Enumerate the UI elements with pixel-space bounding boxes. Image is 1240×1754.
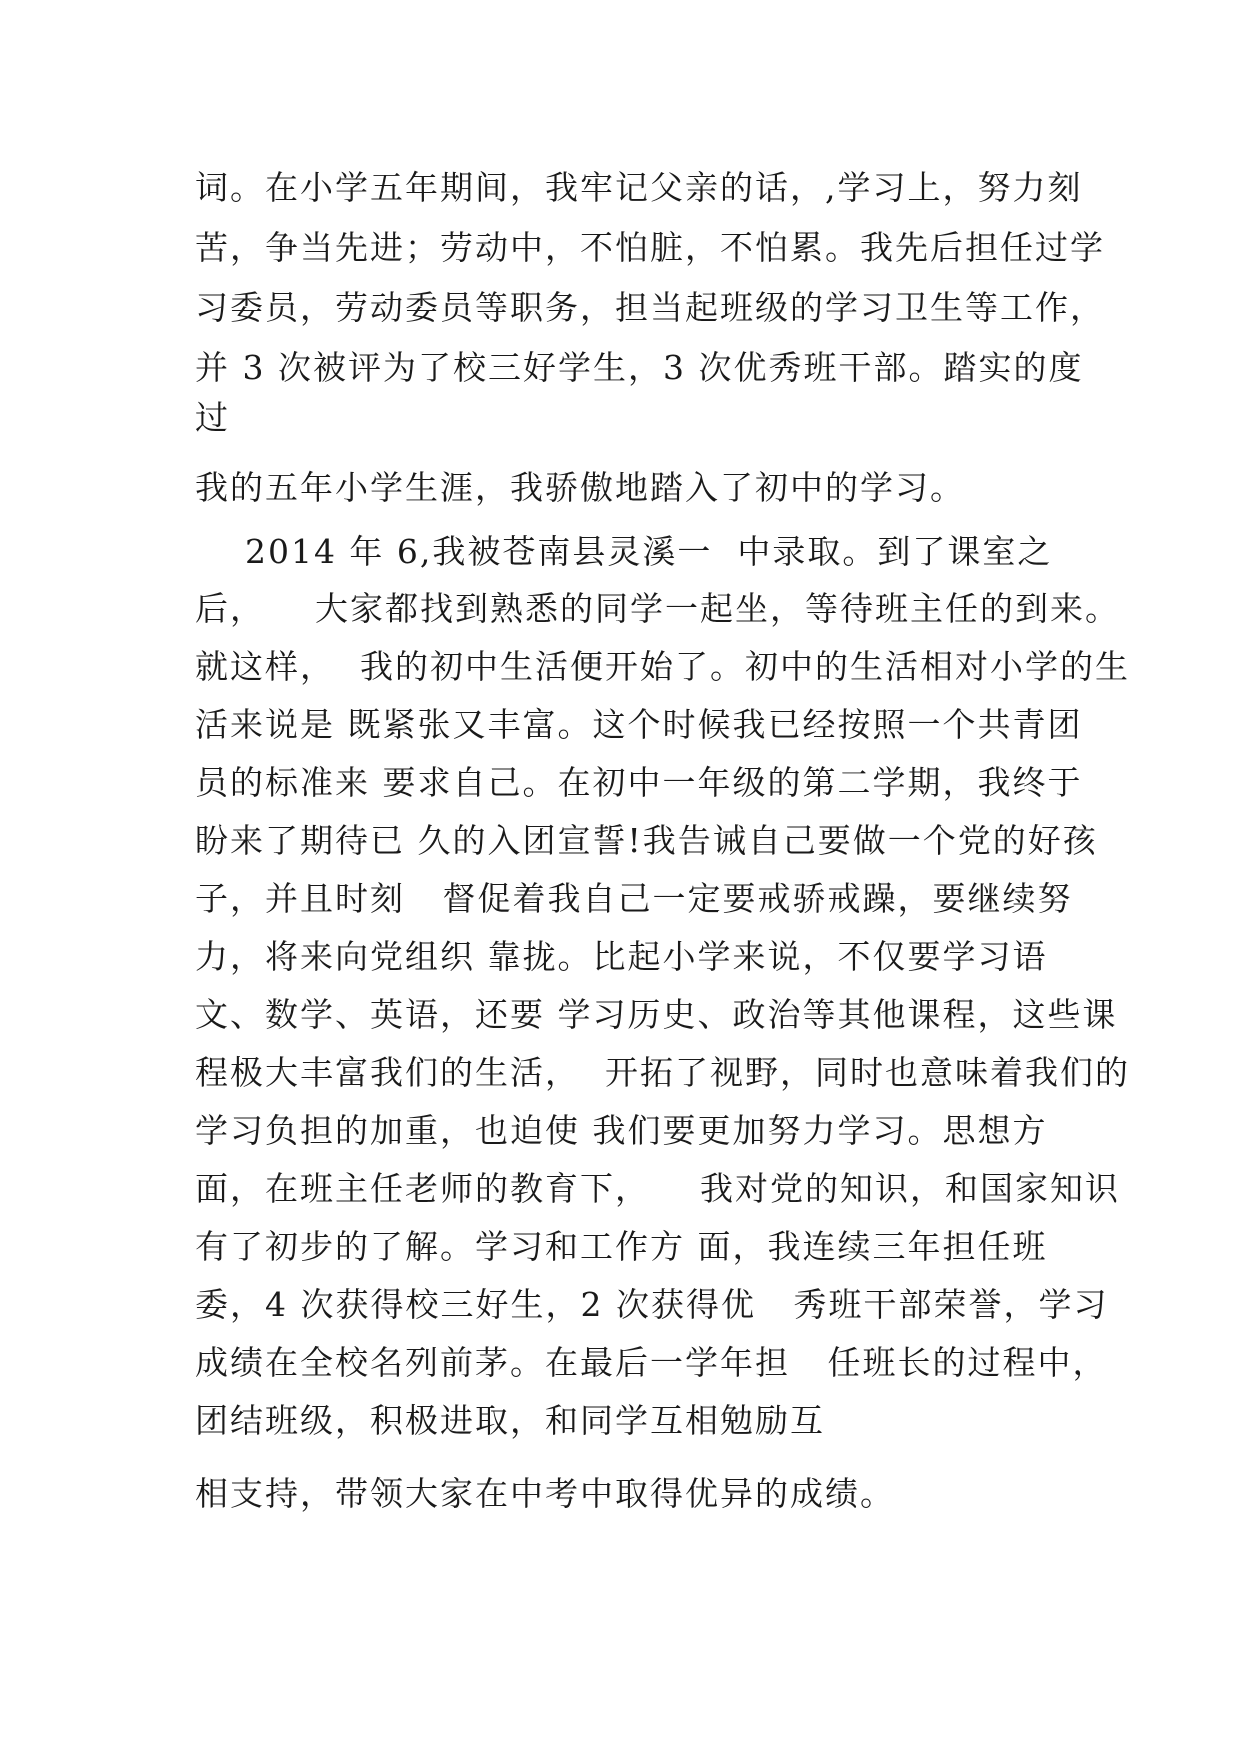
text-line: 就这样， 我的初中生活便开始了。初中的生活相对小学的生 — [195, 647, 1130, 686]
text-line: 文、数学、英语，还要 学习历史、政治等其他课程，这些课 — [195, 995, 1118, 1034]
text-line: 习委员，劳动委员等职务，担当起班级的学习卫生等工作， — [195, 288, 1105, 327]
text-line: 并 3 次被评为了校三好学生，3 次优秀班干部。踏实的度 — [195, 348, 1084, 387]
text-line: 后， 大家都找到熟悉的同学一起坐，等待班主任的到来。 — [195, 589, 1120, 628]
text-line: 盼来了期待已 久的入团宣誓!我告诫自己要做一个党的好孩 — [195, 821, 1098, 860]
text-line: 相支持，带领大家在中考中取得优异的成绩。 — [195, 1474, 895, 1513]
text-line: 成绩在全校名列前茅。在最后一学年担 任班长的过程中， — [195, 1343, 1108, 1382]
text-line: 活来说是 既紧张又丰富。这个时候我已经按照一个共青团 — [195, 705, 1083, 744]
text-line: 2014 年 6,我被苍南县灵溪一 中录取。到了课室之 — [195, 532, 1053, 571]
text-line: 面，在班主任老师的教育下， 我对党的知识，和国家知识 — [195, 1169, 1120, 1208]
text-line: 团结班级，积极进取，和同学互相勉励互 — [195, 1401, 825, 1440]
text-line: 委，4 次获得校三好生，2 次获得优 秀班干部荣誉，学习 — [195, 1285, 1109, 1324]
text-line: 员的标准来 要求自己。在初中一年级的第二学期，我终于 — [195, 763, 1083, 802]
text-line: 程极大丰富我们的生活， 开拓了视野，同时也意味着我们的 — [195, 1053, 1130, 1092]
text-line: 子，并且时刻 督促着我自己一定要戒骄戒躁，要继续努 — [195, 879, 1073, 918]
text-line: 力，将来向党组织 靠拢。比起小学来说，不仅要学习语 — [195, 937, 1048, 976]
text-line: 苦，争当先进；劳动中，不怕脏，不怕累。我先后担任过学 — [195, 228, 1105, 267]
text-line: 过 — [195, 398, 230, 437]
text-line: 有了初步的了解。学习和工作方 面，我连续三年担任班 — [195, 1227, 1048, 1266]
text-line: 学习负担的加重，也迫使 我们要更加努力学习。思想方 — [195, 1111, 1048, 1150]
text-line: 词。在小学五年期间，我牢记父亲的话，,学习上，努力刻 — [195, 168, 1083, 207]
text-line: 我的五年小学生涯，我骄傲地踏入了初中的学习。 — [195, 468, 965, 507]
